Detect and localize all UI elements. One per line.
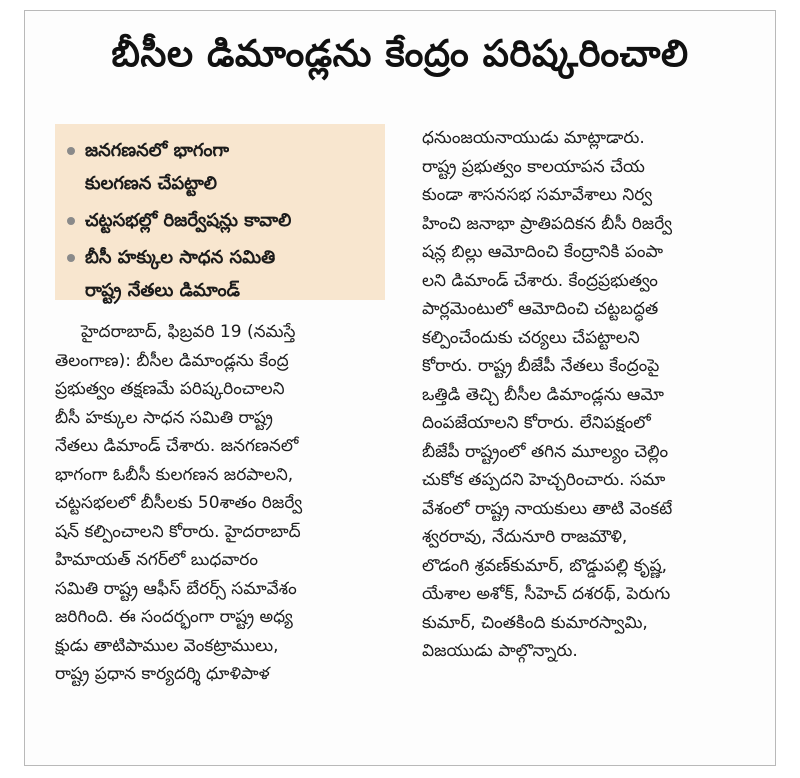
- body-line: హించి జనాభా ప్రాతిపదికన బీసీ రిజర్వే: [422, 213, 673, 234]
- body-line: షన్ల బిల్లు ఆమోదించి కేంద్రానికి పంపా: [422, 242, 664, 262]
- body-line: లొడంగి శ్రవణ్‌కుమార్, బొడ్డుపల్లి కృష్ణ,: [422, 555, 667, 576]
- body-line: ధనుంజయనాయుడు మాట్లాడారు.: [422, 128, 645, 148]
- body-line: బీసీ హక్కుల సాధన సమితి రాష్ట్ర: [55, 407, 273, 428]
- bullet-dot-icon: [67, 217, 75, 225]
- headline: బీసీల డిమాండ్లను కేంద్రం పరిష్కరించాలి: [111, 32, 689, 75]
- body-line: వేశంలో రాష్ట్ర నాయకులు తాటి వెంకటే: [422, 498, 673, 519]
- bullet-dot-icon: [67, 147, 75, 155]
- body-line: ప్రభుత్వం తక్షణమే పరిష్కరించాలని: [55, 379, 285, 399]
- body-line: హిమాయత్ నగర్‌లో బుధవారం: [55, 550, 258, 570]
- body-line: జరిగింది. ఈ సందర్భంగా రాష్ట్ర అధ్య: [55, 607, 293, 627]
- highlight-line: కులగణన చేపట్టాలి: [85, 173, 217, 194]
- highlight-text: [85, 134, 229, 200]
- body-line: కుండా శాసనసభ సమావేశాలు నిర్వ: [422, 185, 653, 205]
- highlight-line: చట్టసభల్లో రిజర్వేషన్లు కావాలి: [85, 210, 292, 231]
- body-line: షన్ కల్పించాలని కోరారు. హైదరాబాద్: [55, 521, 301, 542]
- body-line: చుకోక తప్పదని హెచ్చరించారు. సమా: [422, 470, 666, 490]
- body-line: నేతలు డిమాండ్ చేశారు. జనగణనలో: [55, 436, 299, 456]
- body-line: రాష్ట్ర ప్రధాన కార్యదర్శి ధూళిపాళ: [55, 664, 270, 684]
- highlights-box: [55, 124, 385, 300]
- article-body-left-column: [55, 318, 387, 689]
- body-line: లని డిమాండ్ చేశారు. కేంద్రప్రభుత్వం: [422, 270, 658, 291]
- body-line: కుమార్, చింతకింది కుమారస్వామి,: [422, 612, 648, 633]
- highlight-line: రాష్ట్ర నేతలు డిమాండ్: [85, 280, 240, 301]
- body-line: చట్టసభలలో బీసీలకు 50శాతం రిజర్వే: [55, 493, 303, 513]
- body-line: పార్లమెంటులో ఆమోదించి చట్టబద్ధత: [422, 299, 659, 319]
- article-body-right-column: [422, 124, 764, 666]
- highlight-item: [67, 241, 373, 307]
- body-line: తెలంగాణ): బీసీల డిమాండ్లను కేంద్ర: [55, 350, 289, 371]
- body-line: ఒత్తిడి తెచ్చి బీసీల డిమాండ్లను ఆమో: [422, 384, 664, 405]
- body-line: విజయుడు పాల్గొన్నారు.: [422, 641, 578, 661]
- body-line: క్షుడు తాటిపాముల వెంకట్రాములు,: [55, 635, 279, 656]
- body-line: యేశాల అశోక్, సీహెచ్ దశరథ్, పెరుగు: [422, 584, 671, 604]
- body-line: శ్వరరావు, నేదునూరి రాజమౌళి,: [422, 527, 628, 547]
- body-line: సమితి రాష్ట్ర ఆఫీస్ బేరర్స్ సమావేశం: [55, 578, 297, 599]
- body-line: భాగంగా ఓబీసీ కులగణన జరపాలని,: [55, 464, 294, 485]
- highlight-line: బీసీ హక్కుల సాధన సమితి: [85, 247, 276, 268]
- highlight-item: [67, 134, 373, 200]
- body-line: కల్పించేందుకు చర్యలు చేపట్టాలని: [422, 327, 640, 348]
- body-line: రాష్ట్ర ప్రభుత్వం కాలయాపన చేయ: [422, 156, 645, 177]
- body-line: దింపజేయాలని కోరారు. లేనిపక్షంలో: [422, 413, 651, 433]
- highlight-text: [85, 241, 275, 307]
- body-line: కోరారు. రాష్ట్ర బీజేపీ నేతలు కేంద్రంపై: [422, 356, 660, 376]
- highlight-line: జనగణనలో భాగంగా: [85, 140, 230, 161]
- body-line: హైదరాబాద్, ఫిబ్రవరి 19 (నమస్తే: [81, 322, 296, 342]
- bullet-dot-icon: [67, 254, 75, 262]
- body-line: బీజేపీ రాష్ట్రంలో తగిన మూల్యం చెల్లిం: [422, 441, 669, 462]
- highlight-item: [67, 204, 373, 237]
- highlight-text: [85, 204, 291, 237]
